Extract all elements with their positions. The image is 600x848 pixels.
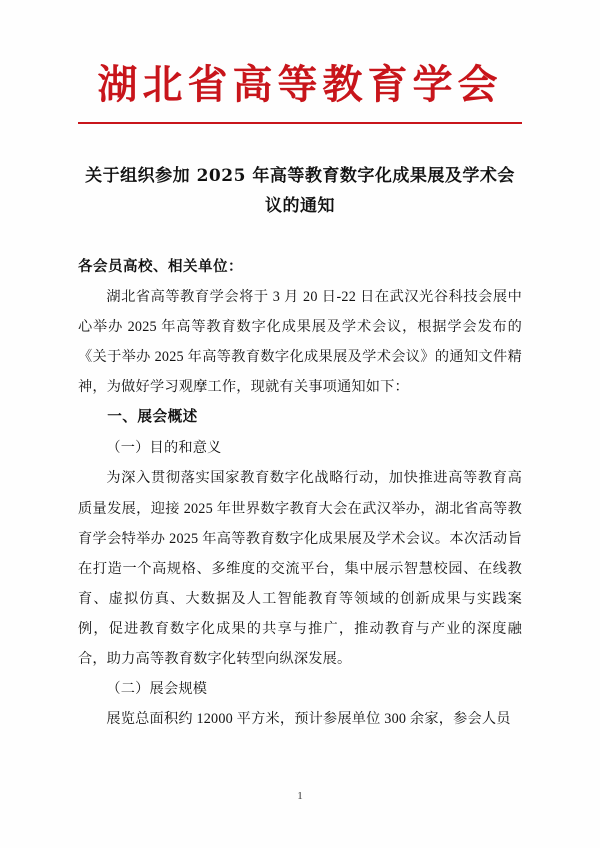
page-title: 关于组织参加 2025 年高等教育数字化成果展及学术会议的通知 (85, 166, 515, 216)
paragraph: 为深入贯彻落实国家教育数字化战略行动，加快推进高等教育高质量发展，迎接 2025 年世界数字教育大会在武汉举办，湖北省高等教育学会特举办 2025 年高等教育数字化成果展及学术会议。本次活动旨在打造一个高规格、多维度的交流平台，集中展示智慧校园、在线教育、虚拟仿真、大数据及人工智能教育等领域的创新成果与实践案例，促进教育数字化成果的共享与推广，推动教育与产业的深度融合，助力高等教育数字化转型向纵深发展。 (78, 470, 522, 668)
letterhead (78, 0, 522, 124)
section-heading: 一、展会概述 (107, 408, 198, 426)
page-number: 1 (297, 790, 303, 802)
organization-name: 湖北省高等教育学会 (97, 61, 503, 108)
paragraph: 湖北省高等教育学会将于 3 月 20 日-22 日在武汉光谷科技会展中心举办 2025 年高等教育数字化成果展及学术会议，根据学会发布的《关于举办 2025 年高等教育数字化成果展及学术会议》的通知文件精神，为做好学习观摩工作，现就有关事项通知如下： (78, 288, 522, 396)
document-body (78, 252, 522, 735)
salutation: 各会员高校、相关单位： (78, 257, 243, 275)
letterhead-divider (78, 122, 522, 124)
subsection-heading: （二）展会规模 (106, 681, 208, 698)
paragraph: 展览总面积约 12000 平方米，预计参展单位 300 余家，参会人员 (106, 711, 511, 728)
subsection-heading: （一）目的和意义 (106, 440, 222, 457)
